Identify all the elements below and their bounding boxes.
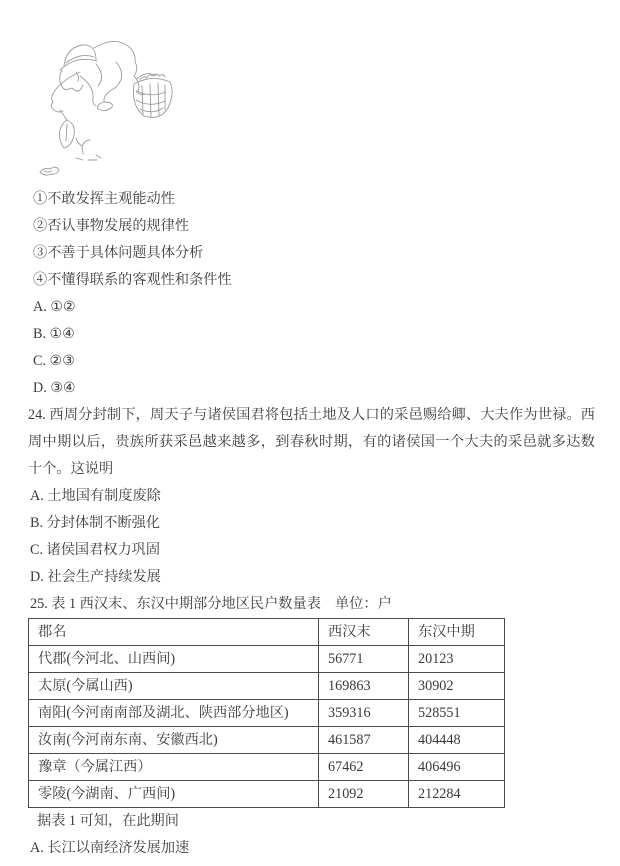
- q25-choice-a: A. 长江以南经济发展加速: [30, 840, 190, 856]
- cell-commandery: 南阳(今河南南部及湖北、陕西部分地区): [29, 700, 319, 727]
- ground-marks: [76, 155, 101, 160]
- cell-eastern-han: 20123: [409, 646, 505, 673]
- table-row: [29, 754, 505, 781]
- right-arm: [52, 72, 80, 102]
- cell-commandery: 代郡(今河北、山西间): [29, 646, 319, 673]
- trowel-blade-ridge: [66, 124, 67, 141]
- cell-western-han: 461587: [319, 727, 409, 754]
- cell-eastern-han: 212284: [409, 781, 505, 808]
- cell-eastern-han: 406496: [409, 754, 505, 781]
- q25-prompt: 据表 1 可知，在此期间: [37, 813, 179, 829]
- q24-choice-a: A. 土地国有制度废除: [30, 488, 161, 504]
- header-late-western-han: 西汉末: [319, 619, 409, 646]
- table-row: [29, 646, 505, 673]
- cell-commandery: 豫章（今属江西）: [29, 754, 319, 781]
- trowel-handle: [60, 110, 67, 120]
- table-header-row: [29, 619, 505, 646]
- q24-choice-b: B. 分封体制不断强化: [30, 515, 161, 531]
- table-row: [29, 781, 505, 808]
- cell-eastern-han: 404448: [409, 727, 505, 754]
- cell-western-han: 169863: [319, 673, 409, 700]
- q23-choice-c: C. ②③: [33, 353, 75, 369]
- table-row: [29, 727, 505, 754]
- back-arc: [94, 41, 135, 62]
- cell-western-han: 21092: [319, 781, 409, 808]
- cell-commandery: 太原(今属山西): [29, 673, 319, 700]
- cell-commandery: 零陵(今湖南、广西间): [29, 781, 319, 808]
- seedling: [76, 138, 90, 154]
- q23-suboption-4: ④不懂得联系的客观性和条件性: [33, 272, 232, 288]
- rock-sketch: [40, 167, 59, 175]
- q23-choice-a: A. ①②: [33, 299, 76, 315]
- cell-commandery: 汝南(今河南东南、安徽西北): [29, 727, 319, 754]
- face-profile: [60, 70, 63, 88]
- q23-suboption-3: ③不善于具体问题具体分析: [33, 245, 204, 261]
- cap-brim: [60, 59, 97, 70]
- q23-suboption-2: ②否认事物发展的规律性: [33, 218, 190, 234]
- table-row: [29, 700, 505, 727]
- leg-line: [104, 62, 122, 102]
- q25-title: 25. 表 1 西汉末、东汉中期部分地区民户数量表 单位：户: [30, 596, 392, 612]
- cell-eastern-han: 30902: [409, 673, 505, 700]
- table-row: [29, 673, 505, 700]
- q23-suboption-1: ①不敢发挥主观能动性: [33, 191, 175, 207]
- basket-rim: [134, 78, 170, 84]
- sleeve-cuff: [51, 102, 53, 108]
- rock-sketch-detail: [44, 171, 52, 172]
- header-commandery: 郡名: [29, 619, 319, 646]
- cell-western-han: 67462: [319, 754, 409, 781]
- q23-choice-b: B. ①④: [33, 326, 75, 342]
- shoulder-line: [134, 62, 137, 76]
- question-text-block: [28, 186, 595, 862]
- torso-line: [80, 76, 96, 106]
- cell-eastern-han: 528551: [409, 700, 505, 727]
- cap-outline: [64, 45, 96, 66]
- shoe-outline: [98, 102, 113, 111]
- q24-stem: 24. 西周分封制下，周天子与诸侯国君将包括土地及人口的采邑赐给卿、大夫作为世禄。西周中期以后，贵族所获采邑越来越多，到春秋时期，有的诸侯国一个大夫的采邑就多达数十个。这说明: [28, 407, 595, 477]
- q23-choice-d: D. ③④: [33, 380, 76, 396]
- cell-western-han: 359316: [319, 700, 409, 727]
- thigh-line: [96, 64, 102, 86]
- beard-squiggle: [63, 85, 83, 91]
- header-mid-eastern-han: 东汉中期: [409, 619, 505, 646]
- q24-choice-c: C. 诸侯国君权力巩固: [30, 542, 161, 558]
- household-count-table: [28, 618, 505, 808]
- cell-western-han: 56771: [319, 646, 409, 673]
- q24-choice-d: D. 社会生产持续发展: [30, 569, 161, 585]
- man-planting-seedling-sketch-illustration: [36, 36, 181, 186]
